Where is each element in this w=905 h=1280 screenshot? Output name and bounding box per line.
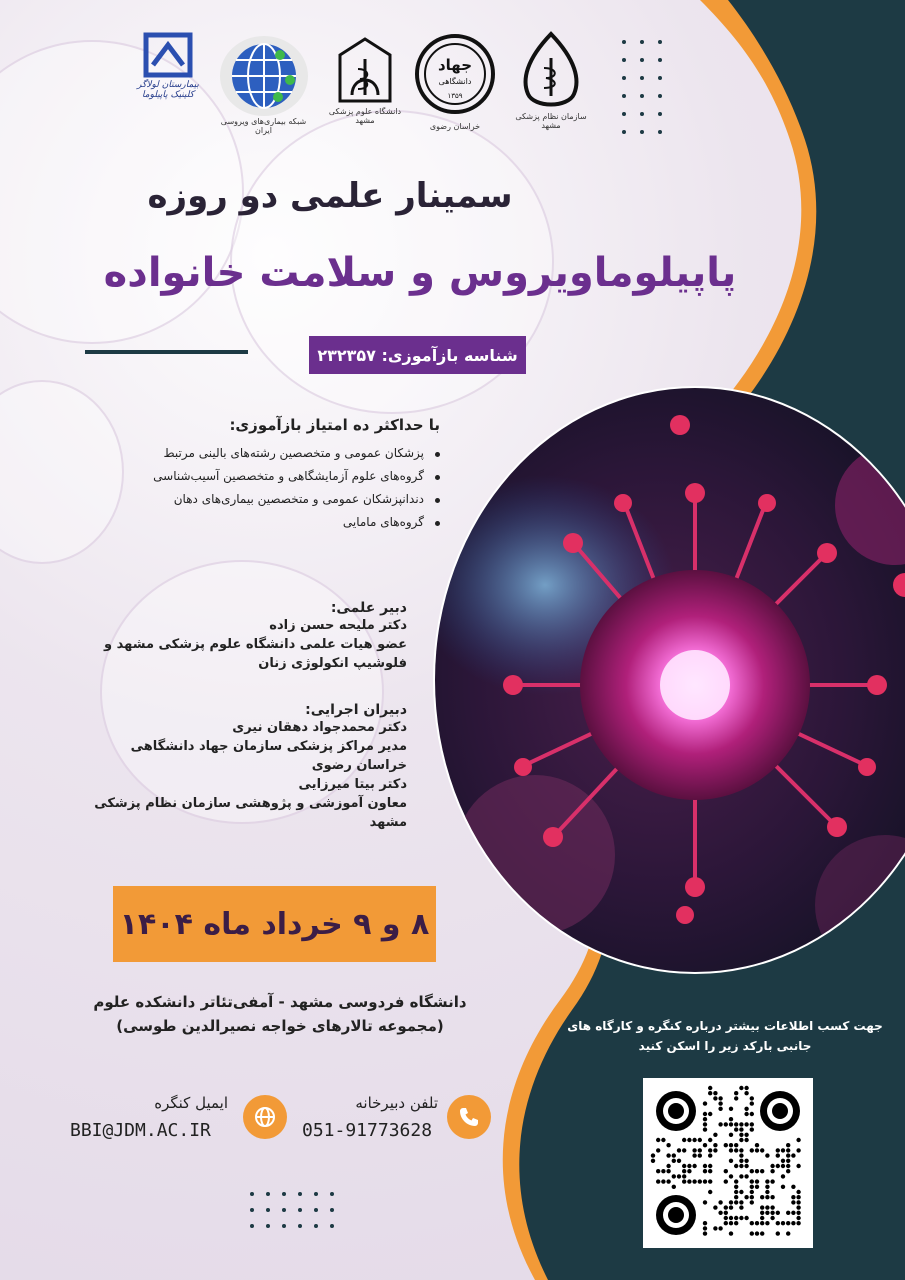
email-address[interactable]: BBI@JDM.AC.IR xyxy=(70,1120,211,1141)
logo-caption: شبکه بیماری‌های ویروسی ایران xyxy=(220,117,307,135)
mashhad-university-logo xyxy=(320,35,410,125)
logo-caption: خراسان رضوی xyxy=(429,122,481,131)
scientific-secretary-desc: فلوشیپ انکولوژی زنان xyxy=(258,656,407,671)
clinic-emblem-icon xyxy=(138,30,198,80)
executive-secretary-desc: مشهد xyxy=(369,815,407,830)
jahad-logo xyxy=(410,30,500,131)
qr-instructions-line: جانبی بارکد زیر را اسکن کنید xyxy=(638,1039,812,1053)
executive-secretary-name: دکتر محمدجواد دهقان نیری xyxy=(232,720,407,735)
event-venue xyxy=(70,990,490,1038)
globe-network-icon xyxy=(218,35,310,117)
qr-instructions xyxy=(560,1016,890,1056)
decorative-dots-bottom xyxy=(250,1192,334,1228)
logo-caption: کلینیک پاپیلوما xyxy=(142,90,194,100)
executive-secretary-name: دکتر بیتا میرزایی xyxy=(298,777,407,792)
executive-secretaries-section xyxy=(40,702,407,832)
audience-heading: با حداکثر ده امتیاز بازآموزی: xyxy=(229,416,440,434)
jahad-subtitle: دانشگاهی xyxy=(438,77,472,86)
decorative-dots-top xyxy=(622,40,662,134)
logo-caption: سازمان نظام پزشکی مشهد xyxy=(515,112,587,130)
virus-network-logo xyxy=(216,35,311,135)
lavalar-clinic-logo xyxy=(128,30,208,100)
list-item: پزشکان عمومی و متخصصین رشته‌های بالینی مرتبط xyxy=(40,446,440,460)
seminar-title: پاپیلوماویروس و سلامت خانواده xyxy=(103,250,737,296)
scientific-secretary-heading: دبیر علمی: xyxy=(330,600,407,616)
virus-illustration xyxy=(425,385,905,975)
scientific-secretary-section xyxy=(40,600,407,673)
executive-secretary-desc: معاون آموزشی و پژوهشی سازمان نظام پزشکی xyxy=(94,796,407,811)
venue-line: دانشگاه فردوسی مشهد - آمفی‌تئاتر دانشکده علوم xyxy=(93,993,467,1011)
event-date: ۸ و ۹ خرداد ماه ۱۴۰۴ xyxy=(113,886,436,962)
qr-instructions-line: جهت کسب اطلاعات بیشتر درباره کنگره و کارگاه های xyxy=(567,1019,883,1033)
medical-council-logo xyxy=(506,30,596,130)
phone-icon xyxy=(447,1095,491,1139)
venue-line: (مجموعه تالارهای خواجه نصیرالدین طوسی) xyxy=(116,1017,444,1035)
globe-icon xyxy=(243,1095,287,1139)
executive-secretary-desc: خراسان رضوی xyxy=(311,758,407,773)
seminar-subtitle: سمینار علمی دو روزه xyxy=(147,176,513,216)
jahad-title: جهاد xyxy=(437,56,473,74)
phone-label: تلفن دبیرخانه xyxy=(355,1094,438,1112)
university-emblem-icon xyxy=(330,35,400,107)
audience-list xyxy=(40,446,440,529)
executive-secretary-desc: مدیر مراکز پزشکی سازمان جهاد دانشگاهی xyxy=(130,739,407,754)
jahad-emblem-icon xyxy=(414,30,496,122)
executive-secretaries-heading: دبیران اجرایی: xyxy=(305,702,407,718)
audience-section xyxy=(40,416,440,538)
email-label: ایمیل کنگره xyxy=(154,1094,228,1112)
qr-code-icon xyxy=(643,1078,813,1248)
scientific-secretary-desc: عضو هیات علمی دانشگاه علوم پزشکی مشهد و xyxy=(104,637,407,652)
logo-caption: بیمارستان لولاگر xyxy=(137,80,199,90)
list-item: گروه‌های علوم آزمایشگاهی و متخصصین آسیب‌شناسی xyxy=(40,469,440,483)
retraining-id-badge: شناسه بازآموزی: ۲۳۲۳۵۷ xyxy=(309,336,526,374)
list-item: دندانپزشکان عمومی و متخصصین بیماری‌های دهان xyxy=(40,492,440,506)
logo-caption: دانشگاه علوم پزشکی مشهد xyxy=(328,107,402,125)
jahad-year: ۱۳۵۹ xyxy=(447,92,463,100)
scientific-secretary-name: دکتر ملیحه حسن زاده xyxy=(269,618,407,633)
list-item: گروه‌های مامایی xyxy=(40,515,440,529)
qr-code[interactable] xyxy=(643,1078,813,1248)
medical-council-emblem-icon xyxy=(516,30,586,112)
phone-number[interactable]: 051-91773628 xyxy=(302,1120,433,1141)
title-divider xyxy=(85,350,248,354)
